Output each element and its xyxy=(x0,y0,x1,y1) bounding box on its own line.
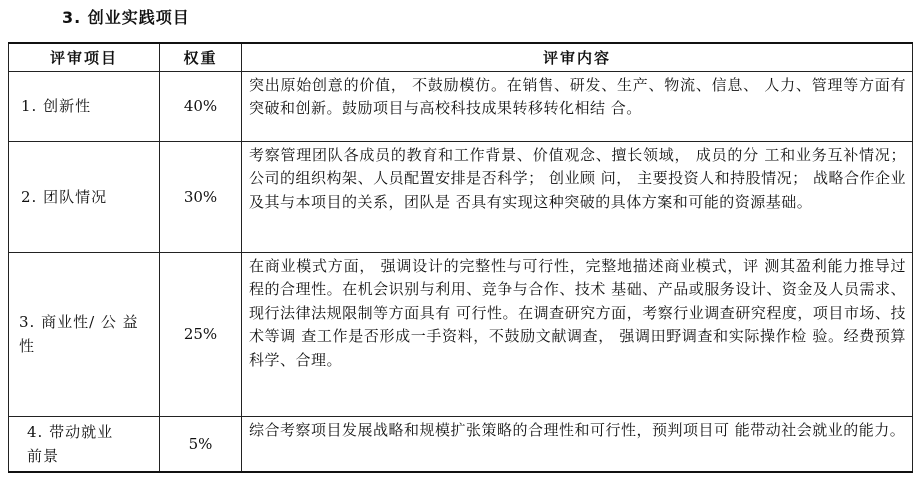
table-row xyxy=(9,71,913,141)
row-weight: 40% xyxy=(160,71,242,141)
header-weight: 权重 xyxy=(160,43,242,71)
row-weight: 5% xyxy=(160,416,242,472)
row-item-name: 4. 带动就业 前景 xyxy=(9,416,160,472)
row-content: 考察管理团队各成员的教育和工作背景、价值观念、擅长领域， 成员的分 工和业务互补情况；公司的组织构架、人员配置安排是否科学； 创业顾 问， 主要投资人和持股情况； 战略合作企业及其与本项目的关系，团队是 否具有实现这种突破的具体方案和可能的资源基础。 xyxy=(242,141,913,252)
row-weight: 25% xyxy=(160,252,242,416)
row-weight: 30% xyxy=(160,141,242,252)
row-content: 综合考察项目发展战略和规模扩张策略的合理性和可行性，预判项目可 能带动社会就业的能力。 xyxy=(242,416,913,472)
section-title: 3. 创业实践项目 xyxy=(62,8,190,27)
table-row xyxy=(9,141,913,252)
row-item-name: 2. 团队情况 xyxy=(9,141,160,252)
row-item-name: 3. 商业性/ 公 益性 xyxy=(9,252,160,416)
row-content: 在商业模式方面， 强调设计的完整性与可行性，完整地描述商业模式，评 测其盈利能力推导过程的合理性。在机会识别与利用、竞争与合作、技术 基础、产品或服务设计、资金及人员需求、现行法律法规限制等方面具有 可行性。在调查研究方面，考察行业调查研究程度，项目市场、技术等调 查工作是否形成一手资料，不鼓励文献调查， 强调田野调查和实际操作检 验。经费预算科学、合理。 xyxy=(242,252,913,416)
row-item-name: 1. 创新性 xyxy=(9,71,160,141)
table-row xyxy=(9,252,913,416)
review-criteria-table xyxy=(8,42,913,473)
table-header-row xyxy=(9,43,913,71)
header-review-item: 评审项目 xyxy=(9,43,160,71)
row-content: 突出原始创意的价值， 不鼓励模仿。在销售、研发、生产、物流、信息、 人力、管理等方面有突破和创新。鼓励项目与高校科技成果转移转化相结 合。 xyxy=(242,71,913,141)
table-row xyxy=(9,416,913,472)
header-review-content: 评审内容 xyxy=(242,43,913,71)
